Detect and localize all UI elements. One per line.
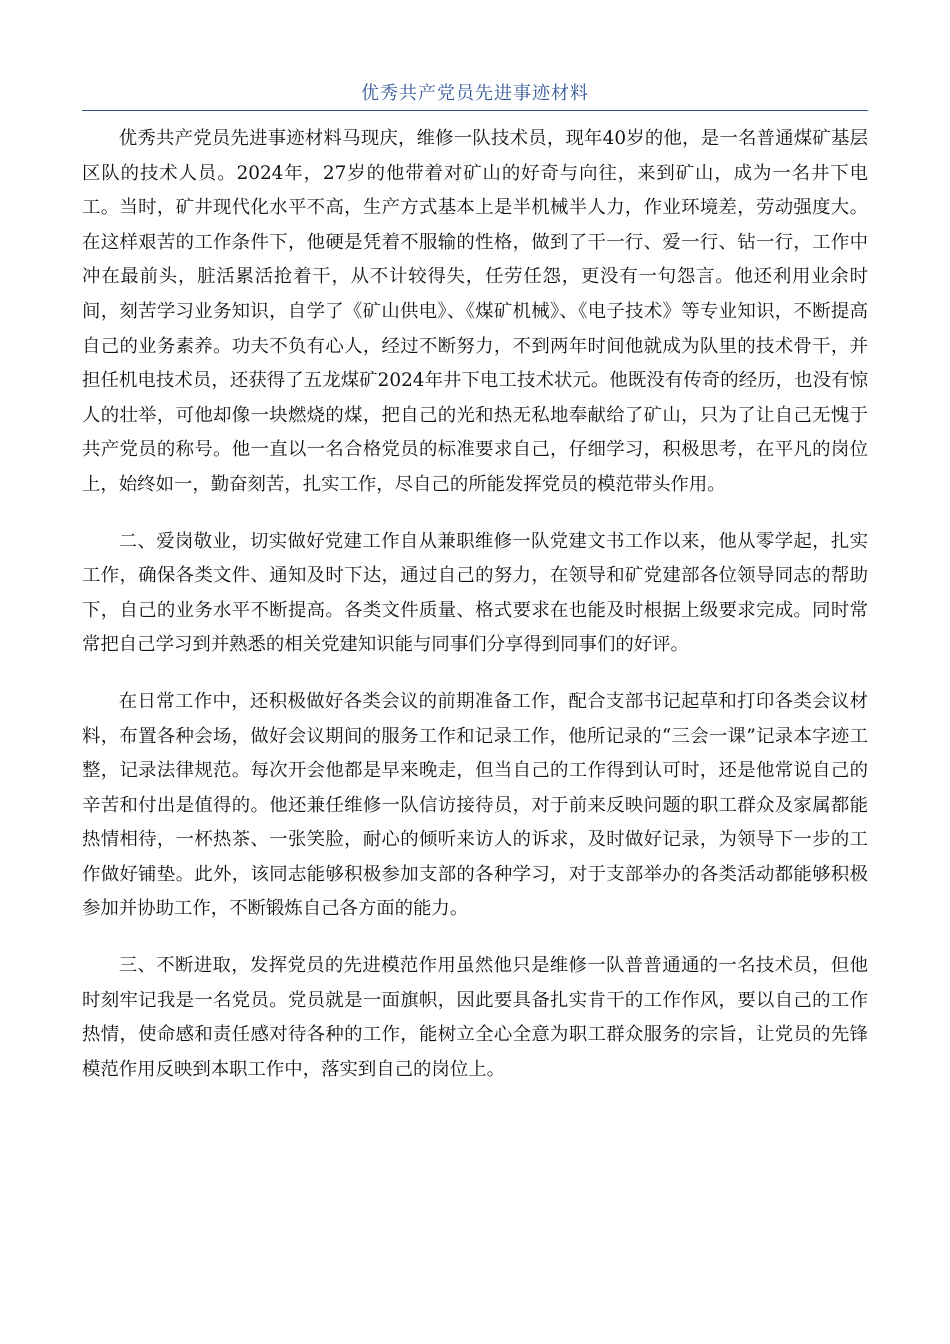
- document-header: [82, 80, 868, 111]
- document-body: [82, 122, 868, 1109]
- paragraph-daily-work: 在日常工作中，还积极做好各类会议的前期准备工作，配合支部书记起草和打印各类会议材料，布置各种会场，做好会议期间的服务工作和记录工作，他所记录的“三会一课”记录本字迹工整，记录法律规范。每次开会他都是早来晚走，但当自己的工作得到认可时，还是他常说自己的辛苦和付出是值得的。他还兼任维修一队信访接待员，对于前来反映问题的职工群众及家属都能热情相待，一杯热茶、一张笑脸，耐心的倾听来访人的诉求，及时做好记录，为领导下一步的工作做好铺垫。此外，该同志能够积极参加支部的各种学习，对于支部举办的各类活动都能够积极参加并协助工作，不断锻炼自己各方面的能力。: [82, 690, 868, 920]
- paragraph-intro: 优秀共产党员先进事迹材料马现庆，维修一队技术员，现年40岁的他，是一名普通煤矿基层区队的技术人员。2024年，27岁的他带着对矿山的好奇与向往，来到矿山，成为一名井下电工。当时，矿井现代化水平不高，生产方式基本上是半机械半人力，作业环境差，劳动强度大。在这样艰苦的工作条件下，他硬是凭着不服输的性格，做到了干一行、爱一行、钻一行，工作中冲在最前头，脏活累活抢着干，从不计较得失，任劳任怨，更没有一句怨言。他还利用业余时间，刻苦学习业务知识，自学了《矿山供电》、《煤矿机械》、《电子技术》等专业知识，不断提高自己的业务素养。功夫不负有心人，经过不断努力，不到两年时间他就成为队里的技术骨干，并担任机电技术员，还获得了五龙煤矿2024年井下电工技术状元。他既没有传奇的经历，也没有惊人的壮举，可他却像一块燃烧的煤，把自己的光和热无私地奉献给了矿山，只为了让自己无愧于共产党员的称号。他一直以一名合格党员的标准要求自己，仔细学习，积极思考，在平凡的岗位上，始终如一，勤奋刻苦，扎实工作，尽自己的所能发挥党员的模范带头作用。: [82, 128, 868, 495]
- paragraph-section-two: 二、爱岗敬业，切实做好党建工作自从兼职维修一队党建文书工作以来，他从零学起，扎实工作，确保各类文件、通知及时下达，通过自己的努力，在领导和矿党建部各位领导同志的帮助下，自己的业务水平不断提高。各类文件质量、格式要求在也能及时根据上级要求完成。同时常常把自己学习到并熟悉的相关党建知识能与同事们分享得到同事们的好评。: [82, 530, 868, 656]
- paragraph-section-three: 三、不断进取，发挥党员的先进模范作用虽然他只是维修一队普普通通的一名技术员，但他时刻牢记我是一名党员。党员就是一面旗帜，因此要具备扎实肯干的工作作风，要以自己的工作热情，使命感和责任感对待各种的工作，能树立全心全意为职工群众服务的宗旨，让党员的先锋模范作用反映到本职工作中，落实到自己的岗位上。: [82, 955, 868, 1080]
- document-title: 优秀共产党员先进事迹材料: [361, 83, 589, 104]
